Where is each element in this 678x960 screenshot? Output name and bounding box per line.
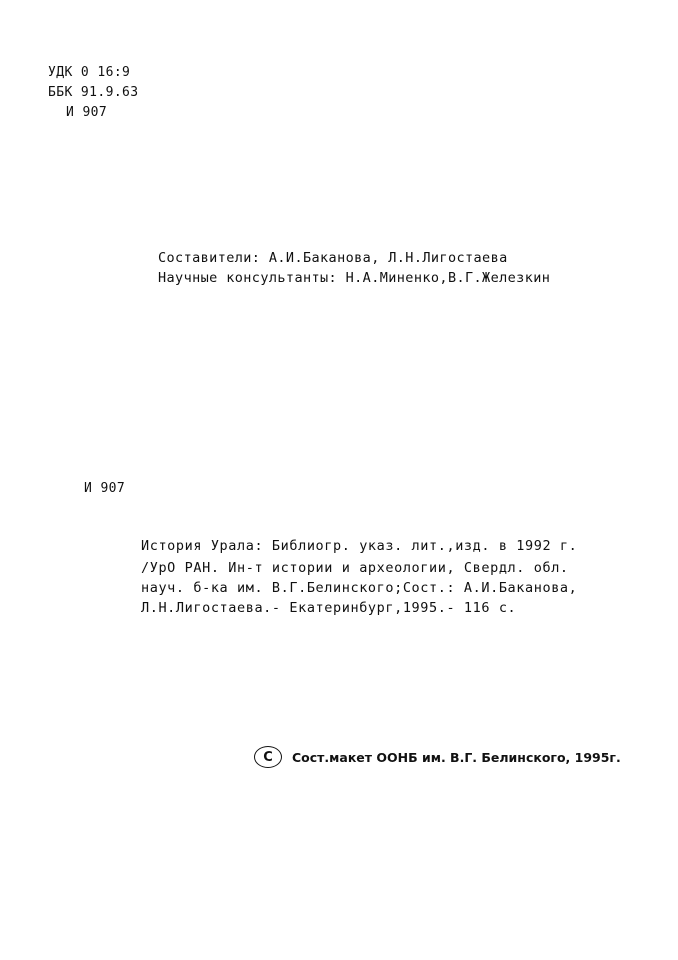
catalog-card-index: И 907 bbox=[84, 481, 126, 496]
author-mark: И 907 bbox=[66, 105, 108, 120]
description-line: История Урала: Библиогр. указ. лит.,изд. в 1992 г. bbox=[141, 538, 578, 554]
copyright-icon: C bbox=[254, 746, 282, 768]
copyright-notice bbox=[254, 746, 621, 768]
compilers-line: Составители: А.И.Баканова, Л.Н.Лигостаева bbox=[158, 250, 508, 266]
description-line: науч. б-ка им. В.Г.Белинского;Сост.: А.И.Баканова, bbox=[141, 580, 578, 596]
description-line: Л.Н.Лигостаева.- Екатеринбург,1995.- 116 с. bbox=[141, 600, 517, 616]
consultants-line: Научные консультанты: Н.А.Миненко,В.Г.Железкин bbox=[158, 270, 551, 286]
udk-code: УДК 0 16:9 bbox=[48, 65, 131, 80]
bbk-code: ББК 91.9.63 bbox=[48, 85, 139, 100]
description-line: /УрО РАН. Ин-т истории и археологии, Свердл. обл. bbox=[141, 560, 569, 576]
copyright-text: Сост.макет ООНБ им. В.Г. Белинского, 1995г. bbox=[292, 749, 621, 765]
